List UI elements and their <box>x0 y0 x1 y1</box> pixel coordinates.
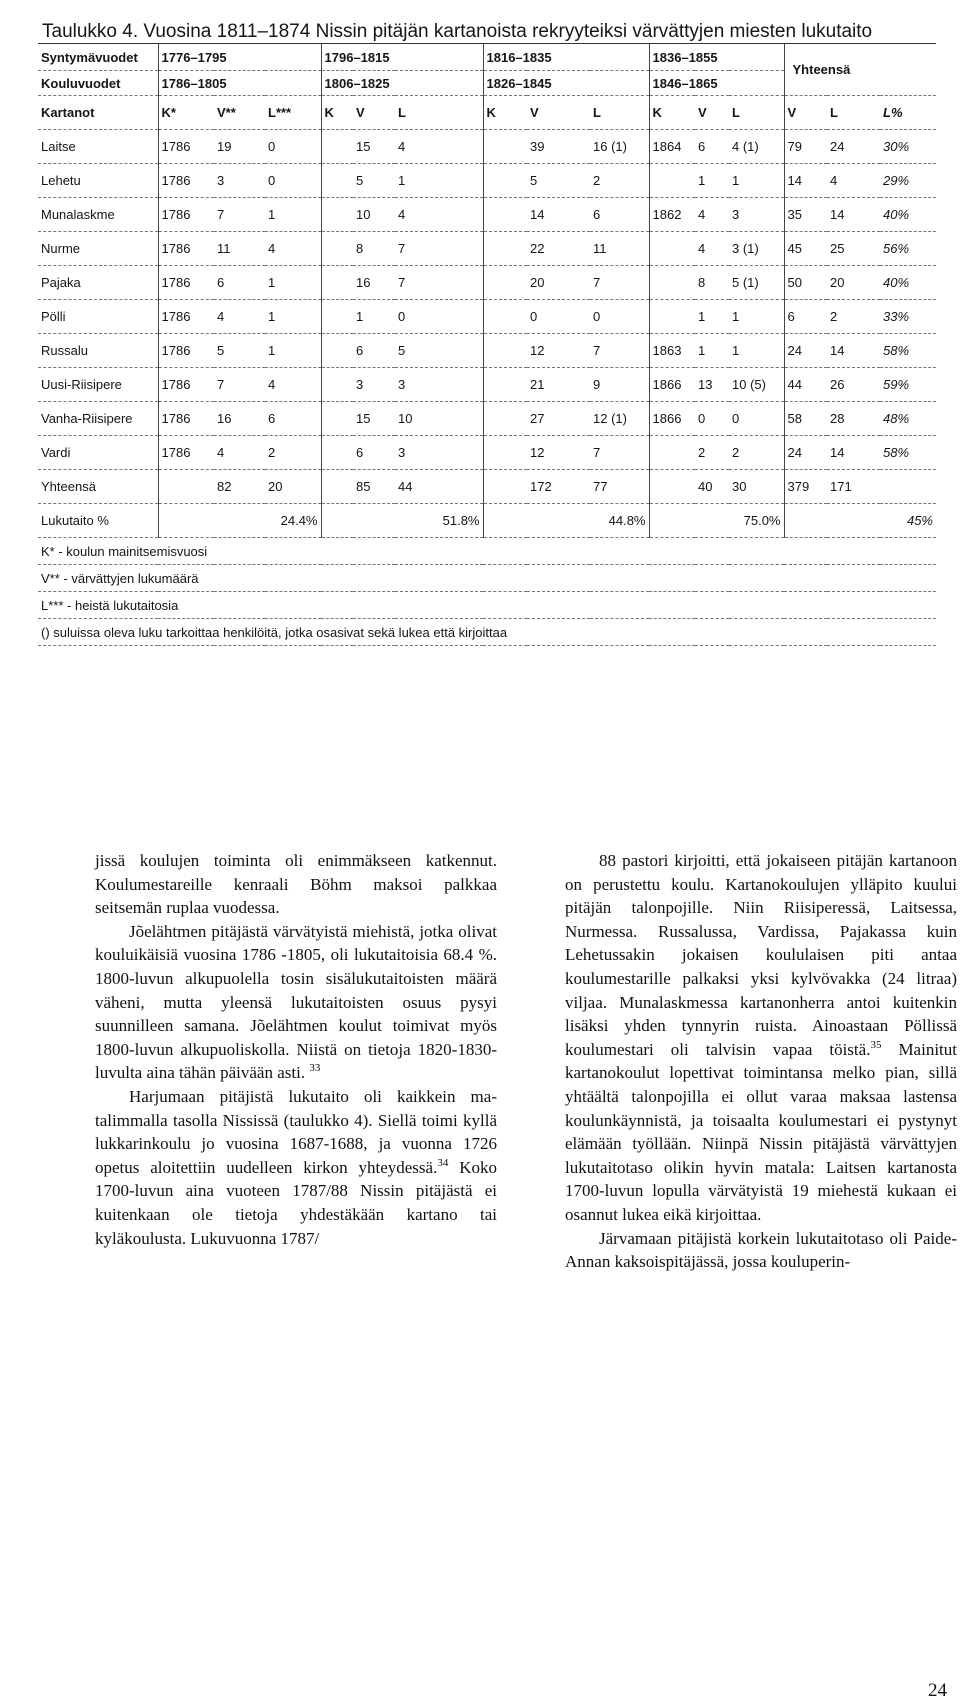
table-cell: 1864 <box>649 130 695 164</box>
table-cell: 172 <box>527 470 590 504</box>
table-cell: 14 <box>827 198 880 232</box>
table-cell: 2 <box>729 436 784 470</box>
table-cell: 1786 <box>158 164 214 198</box>
table-cell: 7 <box>214 198 265 232</box>
paragraph: jissä koulujen toiminta oli enimmäkseen katkennut. Koulumestareille kenraali Böhm maksoi palkkaa seitsemän ruplaa vuodessa. <box>95 851 497 918</box>
table-cell: 1786 <box>158 334 214 368</box>
table-cell: 0 <box>395 300 483 334</box>
table-cell: 45 <box>784 232 827 266</box>
table-footnote: K* - koulun mainitsemisvuosi <box>38 538 936 565</box>
table-cell: 24 <box>784 436 827 470</box>
table-cell: 35 <box>784 198 827 232</box>
column-header: V <box>695 96 729 130</box>
table-cell: 21 <box>527 368 590 402</box>
table-cell: 39 <box>527 130 590 164</box>
paragraph-text: Harjumaan pitäjistä lukutaito oli kaikkein ma-talimmalla tasolla Nississä (taulukko 4). Siellä toimi kyllä lukkarinkoulu jo vuosina 1687-1688, ja vuonna 1726 opetus aloitettiin uudelleen kirkon yhteydessä. <box>95 1086 497 1177</box>
manor-name: Munalaskme <box>38 198 158 232</box>
table-cell: 0 <box>265 164 321 198</box>
literacy-total: 45% <box>784 504 936 538</box>
table-cell: 0 <box>695 402 729 436</box>
table-cell: 22 <box>527 232 590 266</box>
table-title: Taulukko 4. Vuosina 1811–1874 Nissin pitäjän kartanoista rekryyteiksi värvättyjen miesten lukutaito <box>38 21 936 44</box>
table-cell: 3 <box>395 368 483 402</box>
table-cell: 1 <box>265 198 321 232</box>
table-cell: 1 <box>265 334 321 368</box>
table-cell: 3 <box>395 436 483 470</box>
manor-name: Uusi-Riisipere <box>38 368 158 402</box>
table-cell: 14 <box>527 198 590 232</box>
table-cell: 1786 <box>158 402 214 436</box>
table-cell: 1 <box>695 164 729 198</box>
table-cell: 12 (1) <box>590 402 649 436</box>
table-cell: 0 <box>527 300 590 334</box>
table-cell: 16 (1) <box>590 130 649 164</box>
table-cell: 30 <box>729 470 784 504</box>
table-cell: 2 <box>827 300 880 334</box>
page-number: 24 <box>928 1680 947 1701</box>
table-cell: 1786 <box>158 130 214 164</box>
table-cell: 0 <box>590 300 649 334</box>
table-cell: 13 <box>695 368 729 402</box>
manor-name: Nurme <box>38 232 158 266</box>
table-cell: 4 <box>827 164 880 198</box>
paragraph-text: 88 pastori kirjoitti, että jokaiseen pitäjän kartanoon on perustettu koulu. Kartanokoulujen ylläpito kuului pitäjän talonpojille. Niin Riisiperessä, Laitsessa, Nurmessa. Russalussa, Vardissa, Pajakassa kuin Lehetussakin jokaisen koululaisen piti antaa koulumestarille palkaksi yksi kylvövakka (24 litraa) viljaa. Munalaskmessa kartanonherra antoi kuitenkin lisäksi yhden tynnyrin ruista. Ainoastaan Pöllissä koulumestari oli talvisin vapaa töistä. <box>565 851 957 1059</box>
footnote-ref: 34 <box>437 1156 449 1169</box>
table-cell: 27 <box>527 402 590 436</box>
table-cell: 0 <box>265 130 321 164</box>
table-cell: 4 <box>214 300 265 334</box>
paragraph-text: Jõelähtmen pitäjästä värvätyistä miehistä, jotka olivat kouluikäisiä vuosina 1786 -1805, oli lukutaitoisia 68.4 %. 1800-luvun alkupuolella tosin sisälukutaitoisten määrä väheni, mutta yleensä lukutaitoisten osuus pysyi suunnilleen samana. Jõelähtmen koulut toimivat myös 1800-luvun alkupuoliskolla. Niistä on tietoja 1820-1830- luvulta aina tähän päivään asti. <box>95 921 497 1083</box>
table-cell: 1 <box>695 334 729 368</box>
paragraph <box>95 1085 497 1250</box>
table-cell: 1 <box>265 300 321 334</box>
table-cell: 5 <box>527 164 590 198</box>
table-cell: 33% <box>880 300 936 334</box>
table-cell: 2 <box>695 436 729 470</box>
table-cell: 0 <box>729 402 784 436</box>
manor-name: Lehetu <box>38 164 158 198</box>
column-header: L <box>590 96 649 130</box>
period-header: 1846–1865 <box>649 71 784 96</box>
table-cell: 1866 <box>649 368 695 402</box>
column-header: V** <box>214 96 265 130</box>
table-cell: 58% <box>880 334 936 368</box>
table-cell: 4 <box>214 436 265 470</box>
paragraph-text: Mainitut kartanokoulut lopettivat toimintansa melko pian, sillä yhtäältä talonpojilla ei ollut varaa maksaa lastensa koulunkäynnistä, ja toisaalta koulumestari ei pystynyt elämään työllään. Niinpä Nissin pitäjästä värvättyjen lukutaitotaso olikin hyvin matala: Laitsen kartanosta 1700-luvun lopulla värvätyistä 19 miehestä kukaan ei osannut lukea eikä kirjoittaa. <box>565 1039 957 1224</box>
literacy-percent: 24.4% <box>158 504 321 538</box>
right-column <box>565 849 957 1274</box>
column-header: K* <box>158 96 214 130</box>
table-footnote: () suluissa oleva luku tarkoittaa henkilöitä, jotka osasivat sekä lukea että kirjoittaa <box>38 619 936 646</box>
left-column <box>95 849 497 1250</box>
table-cell: 1786 <box>158 232 214 266</box>
total-label: Yhteensä <box>38 470 158 504</box>
literacy-percent: 51.8% <box>321 504 483 538</box>
table-cell: 40% <box>880 198 936 232</box>
table-cell: 7 <box>590 334 649 368</box>
table-cell: 6 <box>214 266 265 300</box>
table-cell: 2 <box>265 436 321 470</box>
yhteensa-header: Yhteensä <box>784 44 936 96</box>
table-cell: 6 <box>590 198 649 232</box>
paragraph <box>565 849 957 1227</box>
table-cell: 24 <box>827 130 880 164</box>
table-cell: 1 <box>695 300 729 334</box>
paragraph: Järvamaan pitäjistä korkein lukutaitotaso oli Paide-Annan kaksoispitäjässä, jossa kouluperin- <box>565 1228 957 1272</box>
footnote-ref: 35 <box>870 1038 882 1051</box>
table-cell: 10 (5) <box>729 368 784 402</box>
table-cell: 1862 <box>649 198 695 232</box>
manor-name: Pölli <box>38 300 158 334</box>
paragraph <box>95 920 497 1085</box>
column-header: K <box>649 96 695 130</box>
table-cell: 12 <box>527 334 590 368</box>
manor-name: Laitse <box>38 130 158 164</box>
table-cell: 10 <box>395 402 483 436</box>
table-cell: 58 <box>784 402 827 436</box>
period-header: 1786–1805 <box>158 71 321 96</box>
period-header: 1776–1795 <box>158 44 321 71</box>
column-header: K <box>483 96 527 130</box>
table-cell: 16 <box>214 402 265 436</box>
table-cell: 8 <box>695 266 729 300</box>
table-cell: 1786 <box>158 436 214 470</box>
table-cell: 44 <box>395 470 483 504</box>
manor-name: Vanha-Riisipere <box>38 402 158 436</box>
table-cell: 14 <box>784 164 827 198</box>
table-cell: 1 <box>395 164 483 198</box>
table-cell: 1786 <box>158 300 214 334</box>
header-kouluvuodet: Kouluvuodet <box>38 71 158 96</box>
table-cell: 44 <box>784 368 827 402</box>
table-cell: 7 <box>590 266 649 300</box>
period-header: 1796–1815 <box>321 44 483 71</box>
table-cell: 15 <box>353 130 395 164</box>
table-cell: 2 <box>590 164 649 198</box>
table-cell: 6 <box>353 334 395 368</box>
column-header: L <box>729 96 784 130</box>
table-cell: 4 (1) <box>729 130 784 164</box>
manor-name: Vardi <box>38 436 158 470</box>
table-cell: 7 <box>590 436 649 470</box>
table-cell: 56% <box>880 232 936 266</box>
literacy-percent: 75.0% <box>649 504 784 538</box>
table-cell: 20 <box>265 470 321 504</box>
column-header: K <box>321 96 353 130</box>
table-cell: 5 (1) <box>729 266 784 300</box>
table-cell: 48% <box>880 402 936 436</box>
table-cell: 7 <box>395 266 483 300</box>
table-cell: 1 <box>729 334 784 368</box>
table-cell: 24 <box>784 334 827 368</box>
table-cell: 1786 <box>158 266 214 300</box>
manor-name: Russalu <box>38 334 158 368</box>
header-syntymavuodet: Syntymävuodet <box>38 44 158 71</box>
table-cell: 85 <box>353 470 395 504</box>
table-cell: 1866 <box>649 402 695 436</box>
table-cell: 3 <box>353 368 395 402</box>
table-cell: 11 <box>214 232 265 266</box>
table-cell: 10 <box>353 198 395 232</box>
table-cell: 1 <box>729 164 784 198</box>
table-cell: 171 <box>827 470 880 504</box>
table-cell: 11 <box>590 232 649 266</box>
table-cell: 4 <box>395 198 483 232</box>
table-cell: 6 <box>265 402 321 436</box>
table-cell: 40 <box>695 470 729 504</box>
table-cell: 58% <box>880 436 936 470</box>
table-cell: 8 <box>353 232 395 266</box>
table-cell: 30% <box>880 130 936 164</box>
column-header: V <box>527 96 590 130</box>
table-cell: 1 <box>729 300 784 334</box>
table-cell: 59% <box>880 368 936 402</box>
table-cell: 29% <box>880 164 936 198</box>
period-header: 1826–1845 <box>483 71 649 96</box>
manor-name: Pajaka <box>38 266 158 300</box>
column-header-kartanot: Kartanot <box>38 96 158 130</box>
footnote-ref: 33 <box>309 1062 321 1075</box>
table-cell: 1 <box>265 266 321 300</box>
table-cell: 19 <box>214 130 265 164</box>
column-header: L <box>395 96 483 130</box>
table-cell: 20 <box>527 266 590 300</box>
table-cell: 4 <box>265 232 321 266</box>
literacy-label: Lukutaito % <box>38 504 158 538</box>
table-cell: 9 <box>590 368 649 402</box>
table-cell: 1863 <box>649 334 695 368</box>
table-cell: 3 (1) <box>729 232 784 266</box>
period-header: 1806–1825 <box>321 71 483 96</box>
table-cell: 6 <box>784 300 827 334</box>
table-cell: 5 <box>353 164 395 198</box>
column-header: L% <box>880 96 936 130</box>
table-cell: 6 <box>353 436 395 470</box>
table-cell: 28 <box>827 402 880 436</box>
column-header: L*** <box>265 96 321 130</box>
period-header: 1836–1855 <box>649 44 784 71</box>
table-cell: 4 <box>265 368 321 402</box>
literacy-percent: 44.8% <box>483 504 649 538</box>
table-cell: 4 <box>695 232 729 266</box>
table-cell: 5 <box>395 334 483 368</box>
table-cell: 3 <box>214 164 265 198</box>
table-cell: 16 <box>353 266 395 300</box>
table-cell: 379 <box>784 470 827 504</box>
table-cell: 4 <box>695 198 729 232</box>
table-cell: 82 <box>214 470 265 504</box>
table-cell: 20 <box>827 266 880 300</box>
table-cell: 1786 <box>158 368 214 402</box>
table-cell: 15 <box>353 402 395 436</box>
table-cell: 3 <box>729 198 784 232</box>
paragraph-text: Koko 1700-luvun aina vuoteen 1787/88 Nissin pitäjästä ei kuitenkaan ole tietoja yhdestäkään kartano tai kyläkoulusta. Lukuvuonna 1787/ <box>95 1157 497 1248</box>
table-cell: 26 <box>827 368 880 402</box>
table-cell: 12 <box>527 436 590 470</box>
column-header: L <box>827 96 880 130</box>
column-header: V <box>353 96 395 130</box>
table-cell: 7 <box>395 232 483 266</box>
table-cell: 7 <box>214 368 265 402</box>
table-cell: 25 <box>827 232 880 266</box>
table-cell: 14 <box>827 436 880 470</box>
table-cell: 4 <box>395 130 483 164</box>
table-cell: 5 <box>214 334 265 368</box>
column-header: V <box>784 96 827 130</box>
table-cell: 50 <box>784 266 827 300</box>
table-footnote: V** - värvättyjen lukumäärä <box>38 565 936 592</box>
period-header: 1816–1835 <box>483 44 649 71</box>
table-cell: 1786 <box>158 198 214 232</box>
table-cell: 79 <box>784 130 827 164</box>
table-cell: 77 <box>590 470 649 504</box>
table-cell: 40% <box>880 266 936 300</box>
table-footnote: L*** - heistä lukutaitosia <box>38 592 936 619</box>
table-cell: 1 <box>353 300 395 334</box>
table-cell: 6 <box>695 130 729 164</box>
table-cell: 14 <box>827 334 880 368</box>
